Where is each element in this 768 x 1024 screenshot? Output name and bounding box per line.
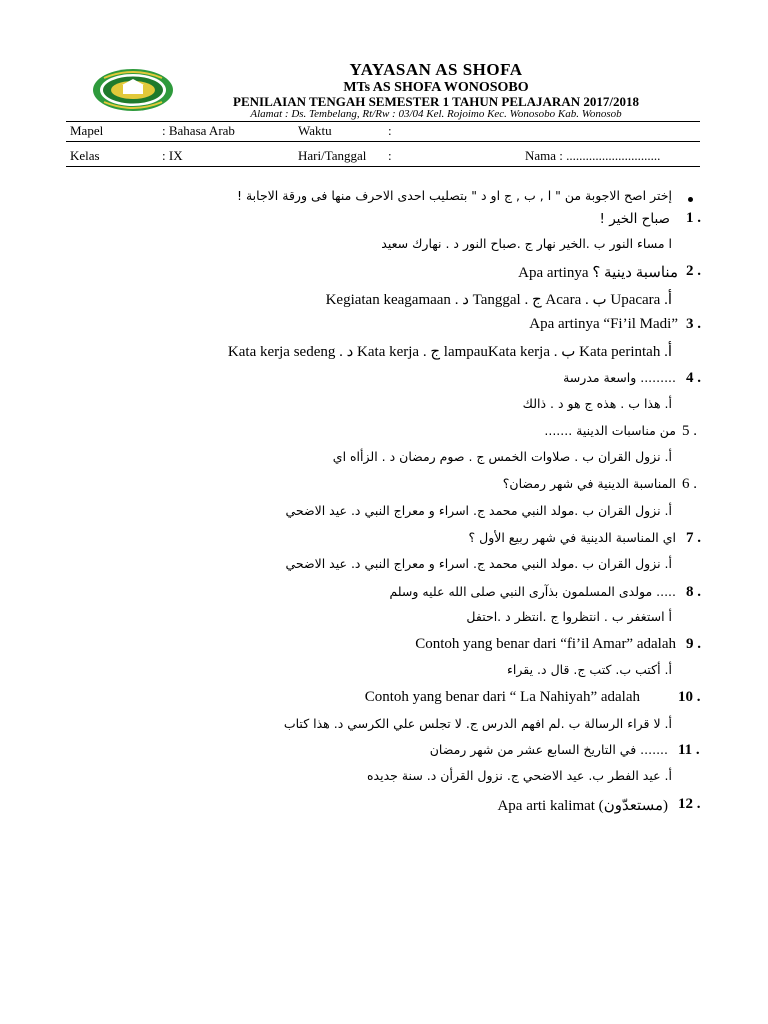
question-number: 1 . <box>686 210 701 226</box>
instruction-text: إختر اصح الاجوبة من " ا , ب , ج او د " بتصليب احدى الاحرف منها فى ورقة الاجابة ! <box>236 188 672 203</box>
question-options: ا مساء النور ب .الخير نهار ج .صباح النور د . نهارك سعيد <box>381 236 672 251</box>
exam-title: PENILAIAN TENGAH SEMESTER 1 TAHUN PELAJARAN 2017/2018 <box>233 94 639 109</box>
question-options: أ. نزول القران ب .مولد النبي محمد ج. اسراء و معراج النبي د. عيد الاضحي <box>285 556 672 571</box>
waktu-value: : <box>388 123 392 138</box>
mapel-label: Mapel <box>70 123 104 138</box>
instruction-bullet <box>688 197 693 202</box>
school-name: MTs AS SHOFA WONOSOBO <box>343 80 529 95</box>
question-number: 5 . <box>682 423 697 439</box>
question-number: 9 . <box>686 636 701 652</box>
question-text: صباح الخير ! <box>599 211 670 227</box>
question-options: أ. أكتب ب. كتب ج. قال د. يقراء <box>507 662 672 677</box>
hari-label: Hari/Tanggal <box>298 148 367 163</box>
nama-field: Nama : ............................. <box>525 148 661 163</box>
header-rule-bottom <box>66 166 700 167</box>
question-options: أ استغفر ب . انتظروا ج .انتظر د .احتفل <box>466 609 672 624</box>
question-options: أ. هذا ب . هذه ج هو د . ذالك <box>522 396 672 411</box>
question-number: 3 . <box>686 316 701 332</box>
question-options: أ. نزول القران ب . صلاوات الخمس ج . صوم رمضان د . الزأاه اي <box>332 449 672 464</box>
question-text: Apa artinya “Fi’il Madi” <box>529 316 678 332</box>
question-number: 6 . <box>682 476 697 492</box>
question-number: 8 . <box>686 584 701 600</box>
question-options: أ. لا قراء الرسالة ب .لم افهم الدرس ج. لا تجلس علي الكرسي د. هذا كتاب <box>283 716 672 731</box>
question-text: المناسبة الدينية في شهر رمضان؟ <box>502 476 676 491</box>
question-text: ..... مولدى المسلمون بذآرى النبي صلى الله عليه وسلم <box>389 584 676 599</box>
question-options: أ. نزول القران ب .مولد النبي محمد ج. اسراء و معراج النبي د. عيد الاضحي <box>285 503 672 518</box>
question-number: 4 . <box>686 370 701 386</box>
foundation-name: YAYASAN AS SHOFA <box>349 60 523 79</box>
question-number: 2 . <box>686 263 701 279</box>
school-address: Alamat : Ds. Tembelang, Rt/Rw : 03/04 Kel. Rojoimo Kec. Wonosobo Kab. Wonosob <box>250 108 622 120</box>
question-text: ....... في التاريخ السابع عشر من شهر رمضان <box>429 742 668 757</box>
question-text: من مناسبات الدينية ....... <box>544 423 676 438</box>
question-text: Apa artinya مناسبة دينية ؟ <box>518 265 678 281</box>
header-rule-top <box>66 121 700 122</box>
question-text: ......... واسعة مدرسة <box>563 370 676 385</box>
question-text: Apa arti kalimat (مستعدّون) <box>497 798 668 814</box>
mapel-value: : Bahasa Arab <box>162 123 235 138</box>
question-number: 11 . <box>678 742 700 758</box>
kelas-label: Kelas <box>70 148 100 163</box>
question-options: أ. Kata perintah ب . lampauKata kerja ج . Kata kerja د . Kata kerja sedeng <box>227 344 672 360</box>
waktu-label: Waktu <box>298 123 332 138</box>
question-options: أ. عيد الفطر ب. عيد الاضحي ج. نزول القرأن د. سنة جديده <box>367 768 672 783</box>
question-text: اي المناسبة الدينية في شهر ربيع الأول ؟ <box>468 530 676 545</box>
question-text: Contoh yang benar dari “ La Nahiyah” adalah <box>364 689 640 705</box>
question-number: 7 . <box>686 530 701 546</box>
header-rule-mid <box>66 141 700 142</box>
kelas-value: : IX <box>162 148 183 163</box>
question-number: 10 . <box>678 689 701 705</box>
hari-value: : <box>388 148 392 163</box>
question-text: Contoh yang benar dari “fi’il Amar” adalah <box>415 636 676 652</box>
question-number: 12 . <box>678 796 701 812</box>
question-options: أ. Upacara ب . Acara ج . Tanggal د . Kegiatan keagamaan <box>325 292 672 308</box>
